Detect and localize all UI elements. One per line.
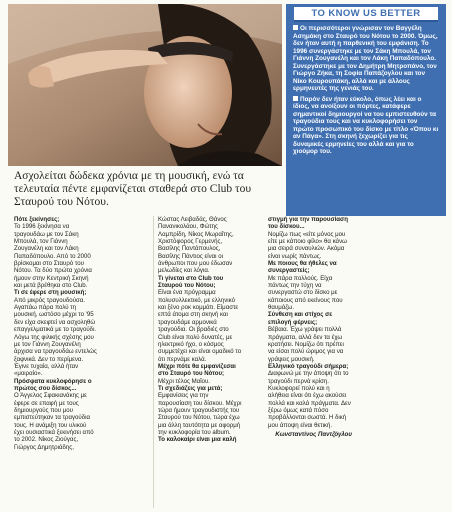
interview-answer: Βέβαια. Έχω γράψει πολλά πράγματα, αλλά δεν τα έχω κρατήσει. Νομίζω ότι πρέπει να είσαι πολύ ώριμος για να γράψεις μουσική. <box>268 326 344 363</box>
interview-column-2 <box>158 216 242 444</box>
interview-question: Μέχρι πότε θα εμφανίζεσαι στο Σταυρό του Νότου; <box>158 362 236 378</box>
interview-answer: Κώστας Λειβαδάς, Θάνος Πανανικολάου, Φώτης Λαμπρίδη, Νίκος Μωραΐτης, Χριστόφορος Γερμενής, Βασίλης Παντάπουλος, Βασίλης Πάντιος είναι οι άνθρωποι που μου έδωσαν μελωδίες και λόγια. <box>158 216 234 275</box>
author-name: Κωνσταντίνος Παντζόγλου <box>275 430 352 438</box>
sidebar-paragraph: Παρόν δεν ήταν εύκολο, όπως λέει και ο ίδιος, να ανοίξουν οι πόρτες, κατάφερε σημαντικοί δημιουργοί να του εμπιστευθούν τα τραγούδια τους και να κυκλοφορήσει τον πρώτο προσωπικό του δίσκο με τίτλο «Όπου κι αν Πάγα». Στη σκηνή ξεχωρίζει για τις δυναμικές ερμηνείες του αλλά και για το χιούμορ του. <box>293 95 439 155</box>
sidebar-paragraph: Οι περισσότεροι γνώρισαν τον Βαγγέλη Ασημάκη στο Σταυρό του Νότου το 2000. Όμως, δεν ήταν αυτή η παρθενική του εμφάνιση. Το 1996 συνεργάστηκε με τον Σάκη Μπουλά, τον Γιάννη Ζουγανέλη και τον Λάκη Παπαδόπουλο. Συνεργάστηκε με τον Δημήτρη Μητροπάνο, τον Γιώργο Ζήκα, τη Σοφία Παπάζογλου και τον Νίκο Κουρουπάκη, αλλά και με άλλους ερμηνευτές της γενιάς του. <box>293 25 438 92</box>
square-bullet-icon <box>293 25 298 30</box>
to-know-us-better-box <box>286 4 446 216</box>
interview-answer: Το 1996 ξεκίνησα να τραγουδάω με τον Σάκη Μπουλά, τον Γιάννη Ζουγανέλη και τον Λάκη Παπαδόπουλο. Από το 2000 βρίσκομαι στο Σταυρό του Νότου. Τα δύο πρώτα χρόνια ήμουν στην Κεντρική Σκηνή και μετά βρέθηκα στο Club. <box>14 223 92 290</box>
interview-question: Ελληνικό τραγούδι σήμερα; <box>268 362 349 370</box>
interview-question: στιγμή για την παρουσίαση του δίσκου... <box>268 216 348 231</box>
column-divider <box>153 216 154 508</box>
interview-column-1 <box>14 216 98 451</box>
interview-question: Πότε ξεκίνησες; <box>14 216 60 223</box>
interview-question: Τι σχεδιάζεις για μετά; <box>158 384 223 392</box>
article-headline: Ασχολείται δώδεκα χρόνια με τη μουσική, ενώ τα τελευταία πέντε εμφανίζεται σταθερά στο Club του Σταυρού του Νότου. <box>14 170 252 208</box>
sidebar-title: TO KNOW US BETTER <box>294 7 438 22</box>
interview-answer: Με πάρα πολλούς. Είχα πάντως την τύχη να συνεργαστώ στο δίσκο με κάποιους από εκείνους που θαυμάζω. <box>268 274 343 312</box>
interview-question: Το καλοκαίρι είναι μια καλή <box>158 436 237 444</box>
interview-column-3 <box>268 216 352 438</box>
interview-question: Πρόσφατα κυκλοφόρησε ο πρώτος σου δίσκος... <box>14 377 92 392</box>
interview-question: Τι γίνεται στο Club του Σταυρού του Νότου; <box>158 274 224 290</box>
interview-question: Σύνθεση και στίχος σε επιλογή φέρνεις; <box>268 311 333 326</box>
interview-answer: Είναι ένα πρόγραμμα πολυσυλλεκτικό, με ελληνικό και ξένο ροκ κομμάτι. Είμαστε επτά άτομα στη σκηνή και τραγουδάμε αρμονικά τραγούδια. Οι βραδιές στο Club είναι πολύ δυνατές, με ηλεκτρικό ήχο, ο κόσμος συμμετέχει και είναι ομαδικό το ότι περνάμε καλά. <box>158 289 242 363</box>
singer-portrait-image <box>8 4 282 166</box>
singer-photo <box>8 4 282 166</box>
interview-answer: Από μικρός τραγουδούσα. Αγαπάω πάρα πολύ τη μουσική, ωστόσο μέχρι το '95 δεν είχα σκεφτεί να ασχοληθώ επαγγελματικά με το τραγούδι. Λόγω της φιλικής σχέσης μου με τον Γιάννη Ζουγανέλη άρχισα να τραγουδάω εντελώς ξαφνικά. Δεν το περίμενα. Έγινε τυχαία, αλλά ήταν «μοιραίο». <box>14 296 97 378</box>
interview-answer: Εμφανίσεις για την παρουσίαση του δίσκου. Μέχρι τώρα ήμουν τραγουδιστής του Σταυρού του Νότου, τώρα έχω μια άλλη ταυτότητα με αφορμή την κυκλοφορία του album. <box>158 392 242 436</box>
interview-question: Τι σε έφερε στη μουσική; <box>14 289 87 297</box>
interview-answer: Μέχρι τέλος Μαΐου. <box>158 377 210 385</box>
interview-answer: Διαφωνώ με την άποψη ότι το τραγούδι περνά κρίση. Κυκλοφορεί πολύ και η αλήθεια είναι ότι έχω ακούσει πολλά και καλά πράγματα. Δεν ξέρω όμως κατά πόσο προβάλλονται σωστά. Η δική μου άποψη είναι θετική. <box>268 370 351 429</box>
interview-question: Με ποιους θα ήθελες να συνεργαστείς; <box>268 260 337 275</box>
square-bullet-icon <box>293 96 298 101</box>
interview-answer: Νομίζω πως «είτε μόνος μου είτε με κάποιο φίλο» θα κάνω μια σειρά συναυλιών. Ακόμα είναι νωρίς πάντως. <box>268 230 347 260</box>
interview-answer: Ο Άγγελος Σφακιανάκης με έφερε σε επαφή με τους δημιουργούς που μου εμπιστεύτηκαν τα τραγούδια τους. Η ανάμιξη του υλικού έχει ουσιαστικά ξεκινήσει από το 2002. Νίκος Ζιούγας, Γιώργος Δημητριάδης, <box>14 392 94 451</box>
